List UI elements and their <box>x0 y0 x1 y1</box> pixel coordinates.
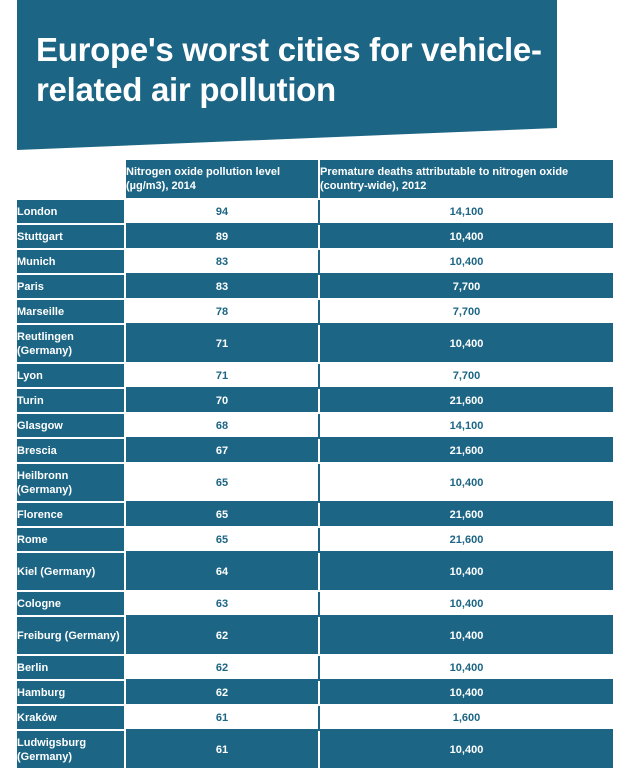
premature-deaths-cell: 10,400 <box>320 592 613 617</box>
table-row <box>17 225 613 250</box>
premature-deaths-cell: 10,400 <box>320 681 613 706</box>
table-row <box>17 656 613 681</box>
table-row <box>17 300 613 325</box>
pollution-level-cell: 65 <box>126 528 320 553</box>
table-body <box>17 200 613 770</box>
city-name-cell: Brescia <box>17 439 126 464</box>
city-name-cell: Stuttgart <box>17 225 126 250</box>
table-row <box>17 617 613 656</box>
premature-deaths-cell: 21,600 <box>320 439 613 464</box>
city-name-cell: Florence <box>17 503 126 528</box>
pollution-level-cell: 71 <box>126 325 320 364</box>
table-row <box>17 464 613 503</box>
premature-deaths-cell: 1,600 <box>320 706 613 731</box>
table-row <box>17 731 613 770</box>
table-row <box>17 553 613 592</box>
premature-deaths-cell: 10,400 <box>320 731 613 770</box>
table-row <box>17 364 613 389</box>
page-title: Europe's worst cities for vehicle-related air pollution <box>36 31 542 108</box>
table-row <box>17 389 613 414</box>
city-name-cell: Reutlingen (Germany) <box>17 325 126 364</box>
pollution-table <box>17 160 613 770</box>
city-name-cell: Freiburg (Germany) <box>17 617 126 656</box>
title-banner <box>0 0 640 160</box>
premature-deaths-cell: 21,600 <box>320 389 613 414</box>
pollution-level-cell: 65 <box>126 464 320 503</box>
pollution-level-cell: 71 <box>126 364 320 389</box>
pollution-level-cell: 67 <box>126 439 320 464</box>
city-name-cell: Heilbronn (Germany) <box>17 464 126 503</box>
header-pollution-level: Nitrogen oxide pollution level (µg/m3), 2014 <box>126 160 320 200</box>
pollution-level-cell: 83 <box>126 250 320 275</box>
premature-deaths-cell: 21,600 <box>320 503 613 528</box>
table-row <box>17 503 613 528</box>
city-name-cell: Turin <box>17 389 126 414</box>
pollution-level-cell: 68 <box>126 414 320 439</box>
pollution-level-cell: 61 <box>126 731 320 770</box>
premature-deaths-cell: 10,400 <box>320 553 613 592</box>
table-row <box>17 250 613 275</box>
premature-deaths-cell: 21,600 <box>320 528 613 553</box>
pollution-level-cell: 62 <box>126 656 320 681</box>
table-row <box>17 414 613 439</box>
city-name-cell: Lyon <box>17 364 126 389</box>
premature-deaths-cell: 10,400 <box>320 617 613 656</box>
city-name-cell: Berlin <box>17 656 126 681</box>
city-name-cell: Marseille <box>17 300 126 325</box>
pollution-level-cell: 64 <box>126 553 320 592</box>
premature-deaths-cell: 10,400 <box>320 325 613 364</box>
premature-deaths-cell: 10,400 <box>320 225 613 250</box>
table-row <box>17 706 613 731</box>
premature-deaths-cell: 7,700 <box>320 275 613 300</box>
pollution-level-cell: 94 <box>126 200 320 225</box>
pollution-level-cell: 78 <box>126 300 320 325</box>
pollution-level-cell: 61 <box>126 706 320 731</box>
city-name-cell: Munich <box>17 250 126 275</box>
city-name-cell: London <box>17 200 126 225</box>
city-name-cell: Rome <box>17 528 126 553</box>
table-row <box>17 200 613 225</box>
premature-deaths-cell: 10,400 <box>320 656 613 681</box>
city-name-cell: Kiel (Germany) <box>17 553 126 592</box>
table-row <box>17 528 613 553</box>
pollution-level-cell: 83 <box>126 275 320 300</box>
city-name-cell: Paris <box>17 275 126 300</box>
pollution-level-cell: 62 <box>126 681 320 706</box>
table-row <box>17 275 613 300</box>
pollution-level-cell: 62 <box>126 617 320 656</box>
pollution-level-cell: 70 <box>126 389 320 414</box>
premature-deaths-cell: 7,700 <box>320 300 613 325</box>
premature-deaths-cell: 10,400 <box>320 250 613 275</box>
table-row <box>17 439 613 464</box>
table-header-row <box>17 160 613 200</box>
pollution-level-cell: 65 <box>126 503 320 528</box>
premature-deaths-cell: 10,400 <box>320 464 613 503</box>
header-premature-deaths: Premature deaths attributable to nitrogen oxide (country-wide), 2012 <box>320 160 613 200</box>
premature-deaths-cell: 7,700 <box>320 364 613 389</box>
header-blank-cell <box>17 160 126 200</box>
pollution-level-cell: 89 <box>126 225 320 250</box>
city-name-cell: Hamburg <box>17 681 126 706</box>
table-row <box>17 325 613 364</box>
premature-deaths-cell: 14,100 <box>320 414 613 439</box>
city-name-cell: Ludwigsburg (Germany) <box>17 731 126 770</box>
city-name-cell: Kraków <box>17 706 126 731</box>
city-name-cell: Glasgow <box>17 414 126 439</box>
city-name-cell: Cologne <box>17 592 126 617</box>
table-row <box>17 592 613 617</box>
premature-deaths-cell: 14,100 <box>320 200 613 225</box>
pollution-level-cell: 63 <box>126 592 320 617</box>
table-row <box>17 681 613 706</box>
